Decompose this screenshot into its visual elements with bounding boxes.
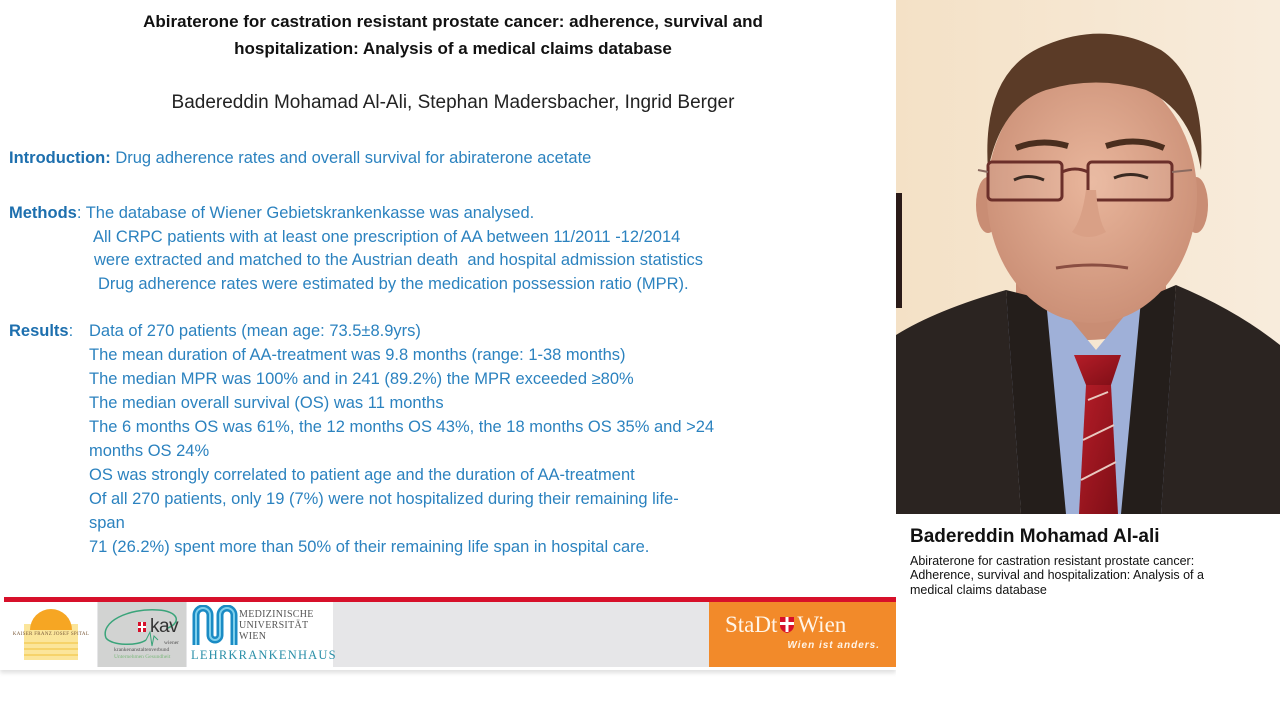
results-heading bbox=[9, 321, 73, 341]
speaker-photo bbox=[896, 0, 1280, 514]
talk-title-line-1: Abiraterone for castration resistant prostate cancer: bbox=[910, 554, 1195, 568]
kfj-logo-text: KAISER FRANZ JOSEF SPITAL bbox=[12, 632, 90, 637]
results-line-8: Of all 270 patients, only 19 (7%) were not hospitalized during their remaining life- bbox=[89, 490, 679, 508]
slide-title-line-2: hospitalization: Analysis of a medical claims database bbox=[234, 39, 672, 58]
speaker-video-feed bbox=[896, 0, 1280, 514]
kaiser-franz-josef-spital-logo bbox=[4, 602, 97, 667]
stadt-word: StaDt bbox=[725, 612, 778, 637]
methods-line bbox=[9, 203, 534, 223]
introduction-label: Introduction: bbox=[9, 149, 111, 167]
results-line-2: The mean duration of AA-treatment was 9.8 months (range: 1-38 months) bbox=[89, 346, 626, 364]
wien-word: Wien bbox=[797, 612, 847, 637]
kav-logo bbox=[98, 602, 186, 667]
meduni-mj-icon bbox=[190, 605, 240, 651]
introduction-line bbox=[9, 148, 591, 168]
methods-first-line: : The database of Wiener Gebietskrankenkasse was analysed. bbox=[76, 204, 535, 222]
meduni-wien-logo bbox=[187, 602, 337, 667]
kav-line-1: wiener bbox=[164, 640, 179, 646]
results-line-10: 71 (26.2%) spent more than 50% of their remaining life span in hospital care. bbox=[89, 538, 650, 556]
results-line-6: months OS 24% bbox=[89, 442, 210, 460]
meduni-subtitle: LEHRKRANKENHAUS bbox=[191, 648, 337, 662]
stadt-wien-logo bbox=[709, 602, 896, 667]
speaker-name: Badereddin Mohamad Al-ali bbox=[910, 526, 1160, 547]
results-line-1: Data of 270 patients (mean age: 73.5±8.9yrs) bbox=[89, 322, 421, 340]
vienna-shield-icon bbox=[779, 616, 795, 634]
methods-label: Methods bbox=[9, 204, 77, 222]
slide-title-line-1: Abiraterone for castration resistant prostate cancer: adherence, survival and bbox=[143, 12, 763, 31]
methods-line-4: Drug adherence rates were estimated by the medication possession ratio (MPR). bbox=[98, 275, 689, 293]
introduction-text: Drug adherence rates and overall survival for abiraterone acetate bbox=[110, 149, 592, 167]
meduni-line-1: MEDIZINISCHE bbox=[239, 609, 314, 620]
methods-line-3: were extracted and matched to the Austrian death and hospital admission statistics bbox=[94, 251, 704, 269]
slide-footer-logos bbox=[4, 602, 896, 667]
meduni-line-3: WIEN bbox=[239, 631, 267, 642]
stadt-wien-slogan: Wien ist anders. bbox=[787, 640, 880, 651]
slide-authors: Badereddin Mohamad Al-Ali, Stephan Madersbacher, Ingrid Berger bbox=[171, 92, 735, 113]
kav-line-3: Unternehmen Gesundheit bbox=[114, 654, 171, 660]
results-label: Results bbox=[9, 322, 69, 340]
results-line-3: The median MPR was 100% and in 241 (89.2%) the MPR exceeded ≥80% bbox=[89, 370, 634, 388]
results-line-7: OS was strongly correlated to patient age and the duration of AA-treatment bbox=[89, 466, 635, 484]
results-line-9: span bbox=[89, 514, 125, 532]
methods-line-2: All CRPC patients with at least one prescription of AA between 11/2011 -12/2014 bbox=[93, 228, 681, 246]
results-line-5: The 6 months OS was 61%, the 12 months OS 43%, the 18 months OS 35% and >24 bbox=[89, 418, 715, 436]
results-colon: : bbox=[68, 322, 74, 340]
kav-line-2: krankenanstaltenverbund bbox=[114, 647, 170, 653]
kav-word: kav bbox=[150, 616, 179, 637]
speaker-caption bbox=[896, 514, 1280, 720]
stadt-wien-wordmark bbox=[725, 612, 846, 638]
talk-title-line-3: medical claims database bbox=[910, 583, 1047, 597]
talk-title-line-2: Adherence, survival and hospitalization: Analysis of a bbox=[910, 568, 1204, 582]
meduni-line-2: UNIVERSITÄT bbox=[239, 620, 309, 631]
results-line-4: The median overall survival (OS) was 11 months bbox=[89, 394, 444, 412]
